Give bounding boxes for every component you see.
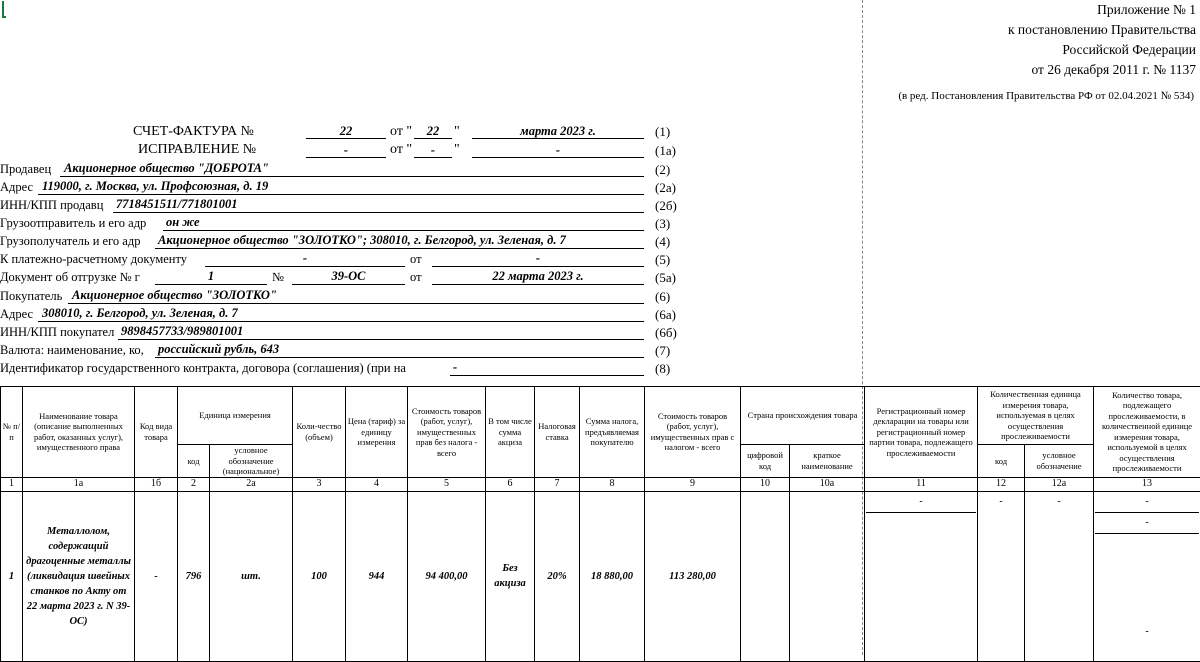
th-trace-unit: Количественная единица измерения товара, используемая в целях осуществления прослеживаемости — [978, 387, 1094, 445]
buyer-address-label: Адрес — [0, 307, 33, 322]
col-number: 2а — [210, 477, 293, 491]
col-number: 9 — [645, 477, 741, 491]
th-unit: Единица измерения — [178, 387, 293, 445]
row-country-code — [741, 491, 790, 661]
seller-code: (2) — [655, 162, 670, 178]
currency-label: Валюта: наименование, ко, — [0, 343, 144, 358]
correction-month-year: - — [472, 143, 644, 158]
row-cost-no-tax: 94 400,00 — [408, 491, 486, 661]
correction-quote: " — [454, 142, 460, 158]
col-number: 4 — [346, 477, 408, 491]
row-excise: Без акциза — [486, 491, 535, 661]
row-trace-unit-code — [978, 491, 1025, 661]
row-trace-unit-name — [1025, 491, 1094, 661]
col-number: 8 — [580, 477, 645, 491]
shipment-doc-no-label: № — [272, 270, 284, 285]
shipment-doc-date: 22 марта 2023 г. — [432, 269, 644, 284]
invoice-code: (1) — [655, 124, 670, 140]
payment-doc-from-label: от — [410, 252, 422, 267]
th-country: Страна происхождения товара — [741, 387, 865, 445]
col-number: 1 — [1, 477, 23, 491]
cell-cursor-marker — [2, 1, 6, 18]
seller-inn-label: ИНН/КПП продавц — [0, 198, 103, 213]
col-number: 7 — [535, 477, 580, 491]
row-trace-unit-name-value: - — [1026, 492, 1092, 512]
contract-id-label: Идентификатор государственного контракта, договора (соглашения) (при на — [0, 361, 406, 376]
col-number: 12 — [978, 477, 1025, 491]
row-reg-number — [865, 491, 978, 661]
correction-day: - — [414, 143, 452, 158]
consignee-code: (4) — [655, 234, 670, 250]
th-quantity: Коли-чество (объем) — [293, 387, 346, 478]
row-trace-qty-value: - — [1095, 492, 1199, 513]
th-price: Цена (тариф) за единицу измерения — [346, 387, 408, 478]
row-country-name — [790, 491, 865, 661]
correction-code: (1а) — [655, 143, 676, 159]
row-price: 944 — [346, 491, 408, 661]
th-name: Наименование товара (описание выполненных работ, оказанных услуг), имущественного права — [23, 387, 135, 478]
row-cost-with-tax: 113 280,00 — [645, 491, 741, 661]
shipment-doc-number-b: 39-ОС — [292, 269, 405, 284]
buyer-code: (6) — [655, 289, 670, 305]
invoice-month-year: марта 2023 г. — [472, 124, 644, 139]
invoice-table — [0, 386, 1200, 662]
seller-inn-value: 7718451511/771801001 — [116, 197, 238, 212]
payment-doc-number: - — [205, 251, 405, 266]
buyer-address-value: 308010, г. Белгород, ул. Зеленая, д. 7 — [42, 306, 238, 321]
buyer-address-code: (6а) — [655, 307, 676, 323]
th-unit-name: условное обозначение (национальное) — [210, 445, 293, 478]
shipper-value: он же — [166, 215, 200, 230]
col-number: 11 — [865, 477, 978, 491]
seller-address-value: 119000, г. Москва, ул. Профсоюзная, д. 19 — [42, 179, 268, 194]
row-reg-number-empty — [866, 513, 976, 533]
shipper-line — [163, 216, 644, 231]
seller-inn-code: (2б) — [655, 198, 677, 214]
row-unit-code: 796 — [178, 491, 210, 661]
row-name: Металлолом, содержащий драгоценные металлы (ликвидация швейных станков по Акту от 22 марта 2023 г. N 39-ОС) — [23, 491, 135, 661]
th-trace-unit-name: условное обозначение — [1025, 445, 1094, 478]
row-trace-qty-value: - — [1095, 513, 1199, 534]
buyer-inn-value: 9898457733/989801001 — [121, 324, 243, 339]
payment-doc-code: (5) — [655, 252, 670, 268]
th-excise: В том числе сумма акциза — [486, 387, 535, 478]
col-number: 13 — [1094, 477, 1200, 491]
correction-number: - — [306, 143, 386, 158]
payment-doc-label: К платежно-расчетному документу — [0, 252, 187, 267]
row-quantity: 100 — [293, 491, 346, 661]
invoice-from-label: от " — [390, 124, 412, 140]
seller-label: Продавец — [0, 162, 51, 177]
buyer-inn-code: (6б) — [655, 325, 677, 341]
row-kind-code: - — [135, 491, 178, 661]
payment-doc-date: - — [432, 251, 644, 266]
seller-address-label: Адрес — [0, 180, 33, 195]
col-number: 3 — [293, 477, 346, 491]
col-number: 2 — [178, 477, 210, 491]
col-number: 12а — [1025, 477, 1094, 491]
col-number: 5 — [408, 477, 486, 491]
col-number: 6 — [486, 477, 535, 491]
shipment-doc-label: Документ об отгрузке № г — [0, 270, 140, 285]
th-country-name: краткое наименование — [790, 445, 865, 478]
th-cost-with-tax: Стоимость товаров (работ, услуг), имущественных прав с налогом - всего — [645, 387, 741, 478]
contract-id-code: (8) — [655, 361, 670, 377]
row-no: 1 — [1, 491, 23, 661]
th-kind-code: Код вида товара — [135, 387, 178, 478]
row-trace-qty — [1094, 491, 1200, 661]
th-tax-rate: Налоговая ставка — [535, 387, 580, 478]
shipment-doc-code: (5а) — [655, 270, 676, 286]
invoice-title: СЧЕТ-ФАКТУРА № — [133, 124, 254, 140]
th-unit-code: код — [178, 445, 210, 478]
seller-value: Акционерное общество "ДОБРОТА" — [64, 161, 269, 176]
shipment-doc-from-label: от — [410, 270, 422, 285]
consignee-label: Грузополучатель и его адр — [0, 234, 140, 249]
buyer-value: Акционерное общество "ЗОЛОТКО" — [72, 288, 277, 303]
row-tax-rate: 20% — [535, 491, 580, 661]
invoice-quote: " — [454, 124, 460, 140]
row-unit-name: шт. — [210, 491, 293, 661]
currency-code: (7) — [655, 343, 670, 359]
th-country-code: цифровой код — [741, 445, 790, 478]
appendix-line-1: Приложение № 1 — [1097, 0, 1196, 20]
th-no: № п/п — [1, 387, 23, 478]
contract-id-line — [450, 361, 644, 376]
seller-address-code: (2а) — [655, 180, 676, 196]
row-trace-unit-code-value: - — [979, 492, 1023, 512]
edit-note: (в ред. Постановления Правительства РФ от 02.04.2021 № 534) — [898, 90, 1194, 102]
th-trace-qty: Количество товара, подлежащего прослеживаемости, в количественной единице измерения товара, используемой в целях осуществления прослеживаемости — [1094, 387, 1200, 478]
th-trace-unit-code: код — [978, 445, 1025, 478]
col-number: 1б — [135, 477, 178, 491]
row-trace-qty-value: - — [1095, 622, 1199, 642]
correction-title: ИСПРАВЛЕНИЕ № — [138, 142, 256, 158]
shipment-doc-number-a: 1 — [155, 269, 267, 284]
invoice-day: 22 — [414, 124, 452, 139]
invoice-number: 22 — [306, 124, 386, 139]
currency-value: российский рубль, 643 — [158, 342, 279, 357]
appendix-line-4: от 26 декабря 2011 г. № 1137 — [1031, 60, 1196, 80]
buyer-inn-label: ИНН/КПП покупател — [0, 325, 114, 340]
appendix-line-2: к постановлению Правительства — [1008, 20, 1196, 40]
correction-from-label: от " — [390, 142, 412, 158]
col-number: 10 — [741, 477, 790, 491]
col-number: 1а — [23, 477, 135, 491]
buyer-label: Покупатель — [0, 289, 62, 304]
row-tax-sum: 18 880,00 — [580, 491, 645, 661]
shipper-label: Грузоотправитель и его адр — [0, 216, 146, 231]
table-row — [1, 491, 1200, 661]
th-cost-no-tax: Стоимость товаров (работ, услуг), имущественных прав без налога - всего — [408, 387, 486, 478]
contract-id-value: - — [453, 360, 457, 375]
col-number: 10а — [790, 477, 865, 491]
shipper-code: (3) — [655, 216, 670, 232]
row-reg-number-value: - — [866, 492, 976, 513]
th-tax-sum: Сумма налога, предъявляемая покупателю — [580, 387, 645, 478]
consignee-value: Акционерное общество "ЗОЛОТКО"; 308010, г. Белгород, ул. Зеленая, д. 7 — [158, 233, 566, 248]
th-reg-number: Регистрационный номер декларации на товары или регистрационный номер партии товара, подлежащего прослеживаемости — [865, 387, 978, 478]
appendix-line-3: Российской Федерации — [1062, 40, 1196, 60]
